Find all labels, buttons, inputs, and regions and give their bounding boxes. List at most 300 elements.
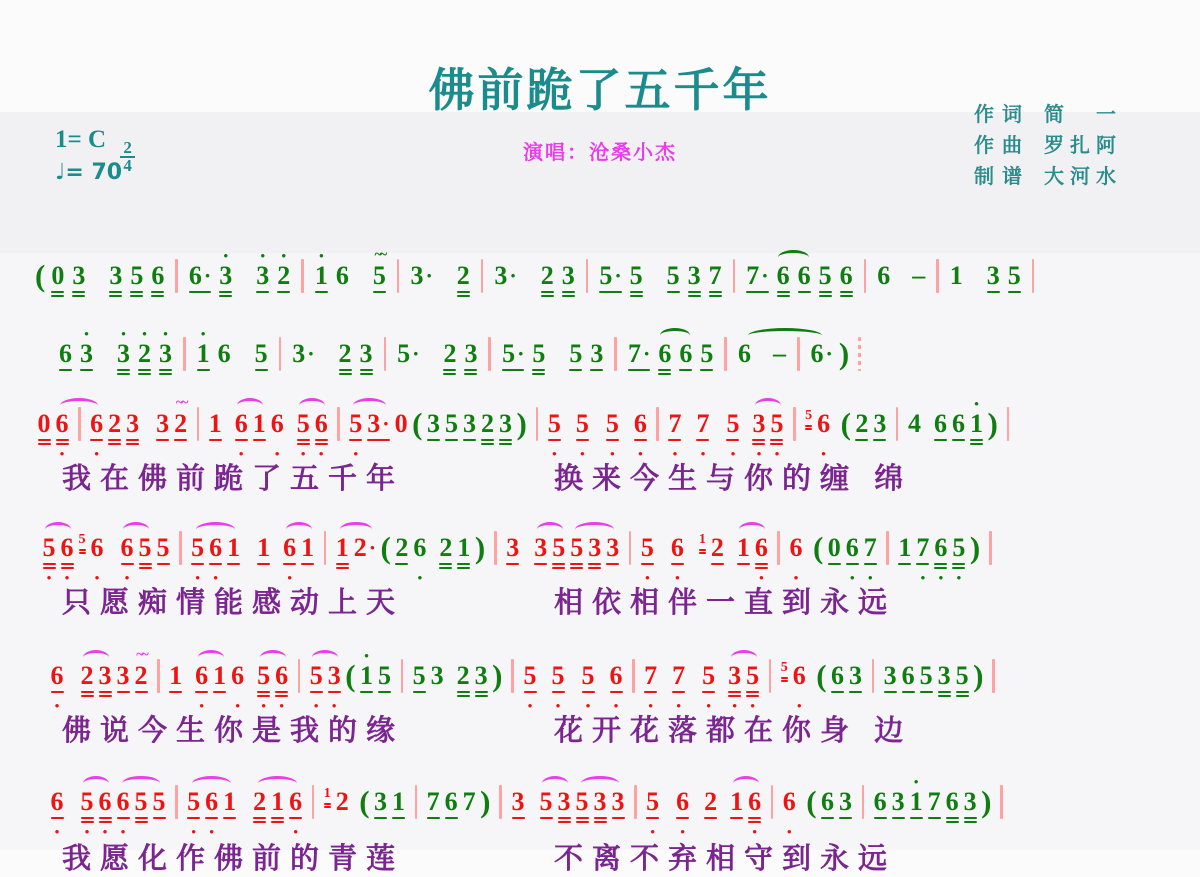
note xyxy=(573,776,591,838)
underline xyxy=(840,295,853,297)
beam-underlines xyxy=(699,547,706,558)
note xyxy=(769,328,790,390)
note xyxy=(931,398,949,460)
underline xyxy=(676,817,689,819)
note xyxy=(642,650,660,712)
octave-dot-below: • xyxy=(700,446,706,461)
credits-block xyxy=(974,100,1140,193)
beam-underlines xyxy=(711,561,724,572)
credit-role: 作词 xyxy=(974,104,1030,126)
note xyxy=(696,328,717,390)
octave-dot-below: • xyxy=(675,570,680,585)
underline xyxy=(709,291,722,293)
note xyxy=(55,328,76,390)
note-digit: 1 xyxy=(252,409,266,438)
note-digit: 3 xyxy=(606,533,620,562)
note-digit: 2 xyxy=(277,261,291,290)
barline xyxy=(629,531,632,565)
note-digit: 5 xyxy=(575,787,589,816)
underline xyxy=(373,291,386,293)
barline xyxy=(312,785,315,819)
note xyxy=(907,776,925,838)
underline xyxy=(367,439,389,441)
slur-group xyxy=(118,522,154,584)
note-digit: 3 · xyxy=(410,261,433,290)
note xyxy=(807,328,837,390)
beat-gap xyxy=(755,328,769,390)
beam-underlines xyxy=(109,289,122,300)
underline xyxy=(696,439,709,441)
octave-dot-below: • xyxy=(261,698,266,713)
underline xyxy=(253,817,266,819)
beam-underlines xyxy=(374,815,387,826)
beam-underlines xyxy=(811,367,833,378)
note xyxy=(53,398,71,460)
augmentation-dot: · xyxy=(425,263,433,288)
underline xyxy=(630,291,643,293)
beam-underlines xyxy=(339,367,352,378)
octave-dot-above: • xyxy=(974,396,979,411)
grace-note xyxy=(76,520,88,570)
note-digit: 2 xyxy=(480,409,494,438)
note xyxy=(185,250,215,312)
note-digit: 3 xyxy=(883,661,897,690)
underline xyxy=(552,567,565,569)
parenthesis: ) xyxy=(492,658,503,693)
underline xyxy=(219,291,232,293)
beam-underlines xyxy=(928,815,941,826)
barline xyxy=(1032,259,1035,293)
credit-name: 罗扎阿 xyxy=(1044,135,1122,157)
underline xyxy=(711,563,724,565)
note xyxy=(694,398,712,460)
underline xyxy=(297,439,310,441)
note xyxy=(724,398,742,460)
note-digit: 6 xyxy=(98,787,112,816)
octave-dot-below: • xyxy=(54,824,60,839)
underline xyxy=(541,295,554,297)
beam-underlines xyxy=(354,561,376,572)
beam-underlines xyxy=(38,437,51,448)
underline xyxy=(463,439,476,441)
lyrics-line xyxy=(62,456,912,497)
underline xyxy=(570,563,583,565)
note-digit: 5 xyxy=(78,532,86,547)
note xyxy=(269,776,287,838)
underline xyxy=(315,291,328,293)
underline xyxy=(798,291,811,293)
slur-group xyxy=(333,522,378,584)
beam-underlines xyxy=(324,801,331,812)
lyrics-phrase-left: 只愿痴情能感动上天 xyxy=(62,587,405,619)
time-signature-top: 2 xyxy=(120,140,135,158)
underline xyxy=(43,563,56,565)
note-digit: 6 xyxy=(945,787,959,816)
note xyxy=(847,650,865,712)
note xyxy=(478,398,496,460)
note-digit: 5 xyxy=(80,787,94,816)
note-digit: – xyxy=(912,261,926,290)
note xyxy=(790,650,808,712)
parenthesis: ) xyxy=(838,336,850,371)
note xyxy=(663,250,684,312)
beam-underlines xyxy=(964,815,977,826)
octave-dot-below: • xyxy=(59,446,65,461)
lyrics-phrase-right: 换来今生与你的缠 绵 xyxy=(554,463,913,495)
note xyxy=(118,522,136,584)
octave-dot-below: • xyxy=(279,698,284,713)
note-digit: 3 xyxy=(687,261,701,290)
octave-dot-below: • xyxy=(102,824,108,839)
note xyxy=(333,776,351,838)
underline xyxy=(253,821,266,823)
note xyxy=(147,250,168,312)
note xyxy=(925,776,943,838)
note xyxy=(114,776,132,838)
note-digit: 3 xyxy=(462,409,476,438)
barline xyxy=(179,531,182,565)
beam-underlines xyxy=(819,289,832,300)
beam-underlines xyxy=(410,289,432,300)
note-digit: 3 xyxy=(430,661,444,690)
note-digit: 6 xyxy=(633,409,647,438)
underline xyxy=(72,291,85,293)
note xyxy=(705,250,726,312)
beam-underlines xyxy=(576,815,589,826)
octave-dot-below: • xyxy=(752,824,757,839)
note-digit: 6 xyxy=(933,409,947,438)
beam-underlines xyxy=(970,437,983,448)
beam-underlines xyxy=(218,367,231,378)
note-digit: 6 xyxy=(792,661,806,690)
beam-underlines xyxy=(950,289,963,300)
note-digit: 5 xyxy=(152,787,166,816)
note-digit: 6 xyxy=(59,339,72,368)
lyrics-phrase-left: 我愿化作佛前的青莲 xyxy=(62,843,405,875)
note xyxy=(232,398,250,460)
underline xyxy=(658,369,671,371)
notation-line xyxy=(48,776,1010,838)
underline xyxy=(99,695,112,697)
note-digit: 6 xyxy=(275,661,289,690)
note-digit: 3 · xyxy=(494,261,517,290)
underline xyxy=(38,443,51,445)
note-digit: 6 xyxy=(444,787,458,816)
octave-dot-below: • xyxy=(235,698,240,713)
note xyxy=(595,250,625,312)
underline xyxy=(227,563,240,565)
lyrics-gap xyxy=(404,836,554,877)
octave-dot-below: • xyxy=(648,698,653,713)
note xyxy=(189,522,207,584)
note xyxy=(670,650,688,712)
note xyxy=(351,522,378,584)
underline xyxy=(80,369,93,371)
beam-underlines xyxy=(839,815,852,826)
octave-dot-below: • xyxy=(610,446,615,461)
octave-dot-below: • xyxy=(730,446,736,461)
notation-line xyxy=(35,395,1016,461)
augmentation-dot: · xyxy=(761,263,769,288)
note-digit: 5 xyxy=(532,339,546,368)
underline xyxy=(191,563,204,565)
lyrics-phrase-left: 佛说今生你是我的缘 xyxy=(62,715,405,747)
octave-dot-below: • xyxy=(84,824,90,839)
underline xyxy=(730,817,743,819)
underline xyxy=(139,567,152,569)
underline xyxy=(445,817,458,819)
octave-dot-below: • xyxy=(417,570,423,585)
note-digit: 3 xyxy=(327,661,341,690)
underline xyxy=(599,291,621,293)
barline xyxy=(401,659,404,693)
beam-underlines xyxy=(892,815,905,826)
underline xyxy=(255,369,268,371)
slur-group xyxy=(294,398,330,460)
underline xyxy=(746,695,759,697)
barline xyxy=(769,659,772,693)
barline xyxy=(936,259,939,293)
octave-dot-below: • xyxy=(555,698,561,713)
slur-group xyxy=(189,522,243,584)
underline xyxy=(189,291,211,293)
underline xyxy=(257,691,270,693)
barline xyxy=(183,337,186,371)
barline xyxy=(279,337,282,371)
underline xyxy=(121,563,134,565)
note-digit: – xyxy=(772,339,786,368)
beam-underlines xyxy=(253,815,266,826)
underline xyxy=(831,691,844,693)
underline xyxy=(688,295,701,297)
note xyxy=(607,650,625,712)
note xyxy=(332,250,353,312)
beam-underlines xyxy=(79,547,86,558)
note-digit: 6 xyxy=(754,533,768,562)
note xyxy=(392,398,410,460)
note xyxy=(150,776,168,838)
beam-underlines xyxy=(873,437,886,448)
note xyxy=(684,250,705,312)
beam-underlines xyxy=(874,815,887,826)
note xyxy=(172,395,190,460)
note-digit: 5 xyxy=(629,261,643,290)
octave-dot-below: • xyxy=(759,570,764,585)
slur-group xyxy=(307,650,343,712)
note xyxy=(528,328,549,390)
barline xyxy=(1007,407,1010,441)
note-digit: 3 xyxy=(374,787,388,816)
underline xyxy=(777,291,790,293)
note xyxy=(255,522,273,584)
beam-underlines xyxy=(292,367,314,378)
underline xyxy=(570,567,583,569)
octave-dot-below: • xyxy=(680,824,685,839)
augmentation-dot: · xyxy=(307,341,315,366)
note xyxy=(251,328,272,390)
beam-underlines xyxy=(920,689,933,700)
note xyxy=(490,250,520,312)
note-digit: 6 xyxy=(55,409,69,438)
underline xyxy=(499,443,512,445)
octave-dot-above: • xyxy=(364,648,369,663)
note xyxy=(369,247,390,312)
beam-underlines xyxy=(209,437,222,448)
underline xyxy=(61,567,74,569)
note xyxy=(702,776,720,838)
underline xyxy=(135,817,148,819)
note-digit: 6 xyxy=(845,533,859,562)
beam-underlines xyxy=(898,561,911,572)
underline xyxy=(256,291,269,293)
mordent-icon: ~~ xyxy=(136,647,146,663)
beam-underlines xyxy=(773,367,786,378)
note-digit: 7 xyxy=(668,409,682,438)
note-digit: 7 xyxy=(462,787,476,816)
underline xyxy=(117,369,130,371)
note xyxy=(365,398,392,460)
beam-underlines xyxy=(828,561,841,572)
note-digit: 5 xyxy=(523,661,537,690)
underline xyxy=(748,817,761,819)
barline xyxy=(632,659,635,693)
octave-dot-below: • xyxy=(293,824,298,839)
underline xyxy=(378,691,391,693)
underline xyxy=(205,817,218,819)
note-digit: 6 xyxy=(270,409,284,438)
octave-dot-above: • xyxy=(223,248,229,263)
note-digit: 3 xyxy=(359,339,373,368)
note xyxy=(550,522,568,584)
underline xyxy=(873,439,886,441)
note-digit: 5 xyxy=(570,533,584,562)
underline xyxy=(728,695,741,697)
note-digit: 0 xyxy=(37,409,51,438)
barline xyxy=(157,659,160,693)
octave-dot-below: • xyxy=(353,446,359,461)
underline xyxy=(130,295,143,297)
parenthesis: ( xyxy=(840,406,851,441)
barline xyxy=(499,785,502,819)
beam-underlines xyxy=(481,437,494,448)
note xyxy=(700,650,718,712)
underline xyxy=(892,817,905,819)
note-digit: 1 xyxy=(301,533,315,562)
note-digit: 1 xyxy=(949,261,963,290)
note xyxy=(734,328,755,390)
note-digit: 5 xyxy=(539,787,553,816)
beam-underlines xyxy=(570,561,583,572)
note xyxy=(1004,250,1025,312)
note-digit: 3 xyxy=(80,339,93,368)
note-digit: 5 xyxy=(818,261,832,290)
underline xyxy=(427,817,440,819)
note xyxy=(299,522,317,584)
note-digit: 6 xyxy=(151,261,165,290)
note xyxy=(273,250,294,312)
beam-underlines xyxy=(606,561,619,572)
slur-group xyxy=(734,328,837,390)
barline xyxy=(488,337,491,371)
note-digit: 3 xyxy=(126,409,140,438)
note-digit: 6 · xyxy=(188,261,212,290)
octave-dot-below: • xyxy=(672,446,678,461)
octave-dot-below: • xyxy=(706,698,711,713)
note-digit: 5 xyxy=(746,661,760,690)
barline xyxy=(337,407,340,441)
note-digit: 3 xyxy=(98,661,112,690)
underline xyxy=(481,443,494,445)
octave-dot-below: • xyxy=(552,446,557,461)
underline xyxy=(588,563,601,565)
underline xyxy=(606,439,619,441)
note-digit: 2 xyxy=(710,533,724,562)
beam-underlines xyxy=(502,367,524,378)
note-digit: 1 xyxy=(196,339,210,368)
note xyxy=(454,650,472,712)
note-digit: 6 xyxy=(951,409,965,438)
note xyxy=(88,398,106,460)
note-digit: 3 xyxy=(963,787,977,816)
note xyxy=(410,650,428,712)
underline xyxy=(457,295,470,297)
note-digit: 5 xyxy=(130,261,144,290)
beam-underlines xyxy=(781,675,788,686)
beam-underlines xyxy=(392,815,405,826)
underline xyxy=(156,439,169,441)
octave-dot-below: • xyxy=(786,824,792,839)
note xyxy=(537,776,555,838)
octave-dot-below: • xyxy=(774,446,780,461)
underline xyxy=(910,817,923,819)
mordent-icon: ~~ xyxy=(175,395,186,411)
note xyxy=(472,650,490,712)
octave-dot-below: • xyxy=(756,446,762,461)
note xyxy=(638,522,656,584)
note-digit: 7 xyxy=(672,661,686,690)
beam-underlines xyxy=(301,561,314,572)
slur-group xyxy=(568,522,622,584)
underline xyxy=(315,443,328,445)
beam-underlines xyxy=(737,561,750,572)
note-digit: 1 xyxy=(271,787,285,816)
note-digit: 3 xyxy=(557,787,571,816)
note xyxy=(881,650,899,712)
underline xyxy=(755,563,768,565)
slur-group xyxy=(251,776,305,838)
octave-dot-above: • xyxy=(260,248,266,263)
note-digit: 1 xyxy=(457,533,471,562)
beam-underlines xyxy=(709,289,722,300)
note-digit: 5 xyxy=(547,409,561,438)
note-digit: 6 xyxy=(748,787,762,816)
beam-underlines xyxy=(855,437,868,448)
underline xyxy=(821,817,834,819)
beam-underlines xyxy=(135,815,148,826)
beam-underlines xyxy=(599,289,621,300)
note xyxy=(565,328,586,390)
underline xyxy=(569,369,582,371)
beam-underlines xyxy=(938,689,951,700)
note-digit: 1 xyxy=(969,409,983,438)
underline xyxy=(197,369,210,371)
barline xyxy=(614,337,617,371)
slur-group xyxy=(347,398,392,460)
note-digit: 6 xyxy=(658,339,672,368)
underline xyxy=(898,563,911,565)
beam-underlines xyxy=(257,561,270,572)
underline xyxy=(138,369,151,371)
